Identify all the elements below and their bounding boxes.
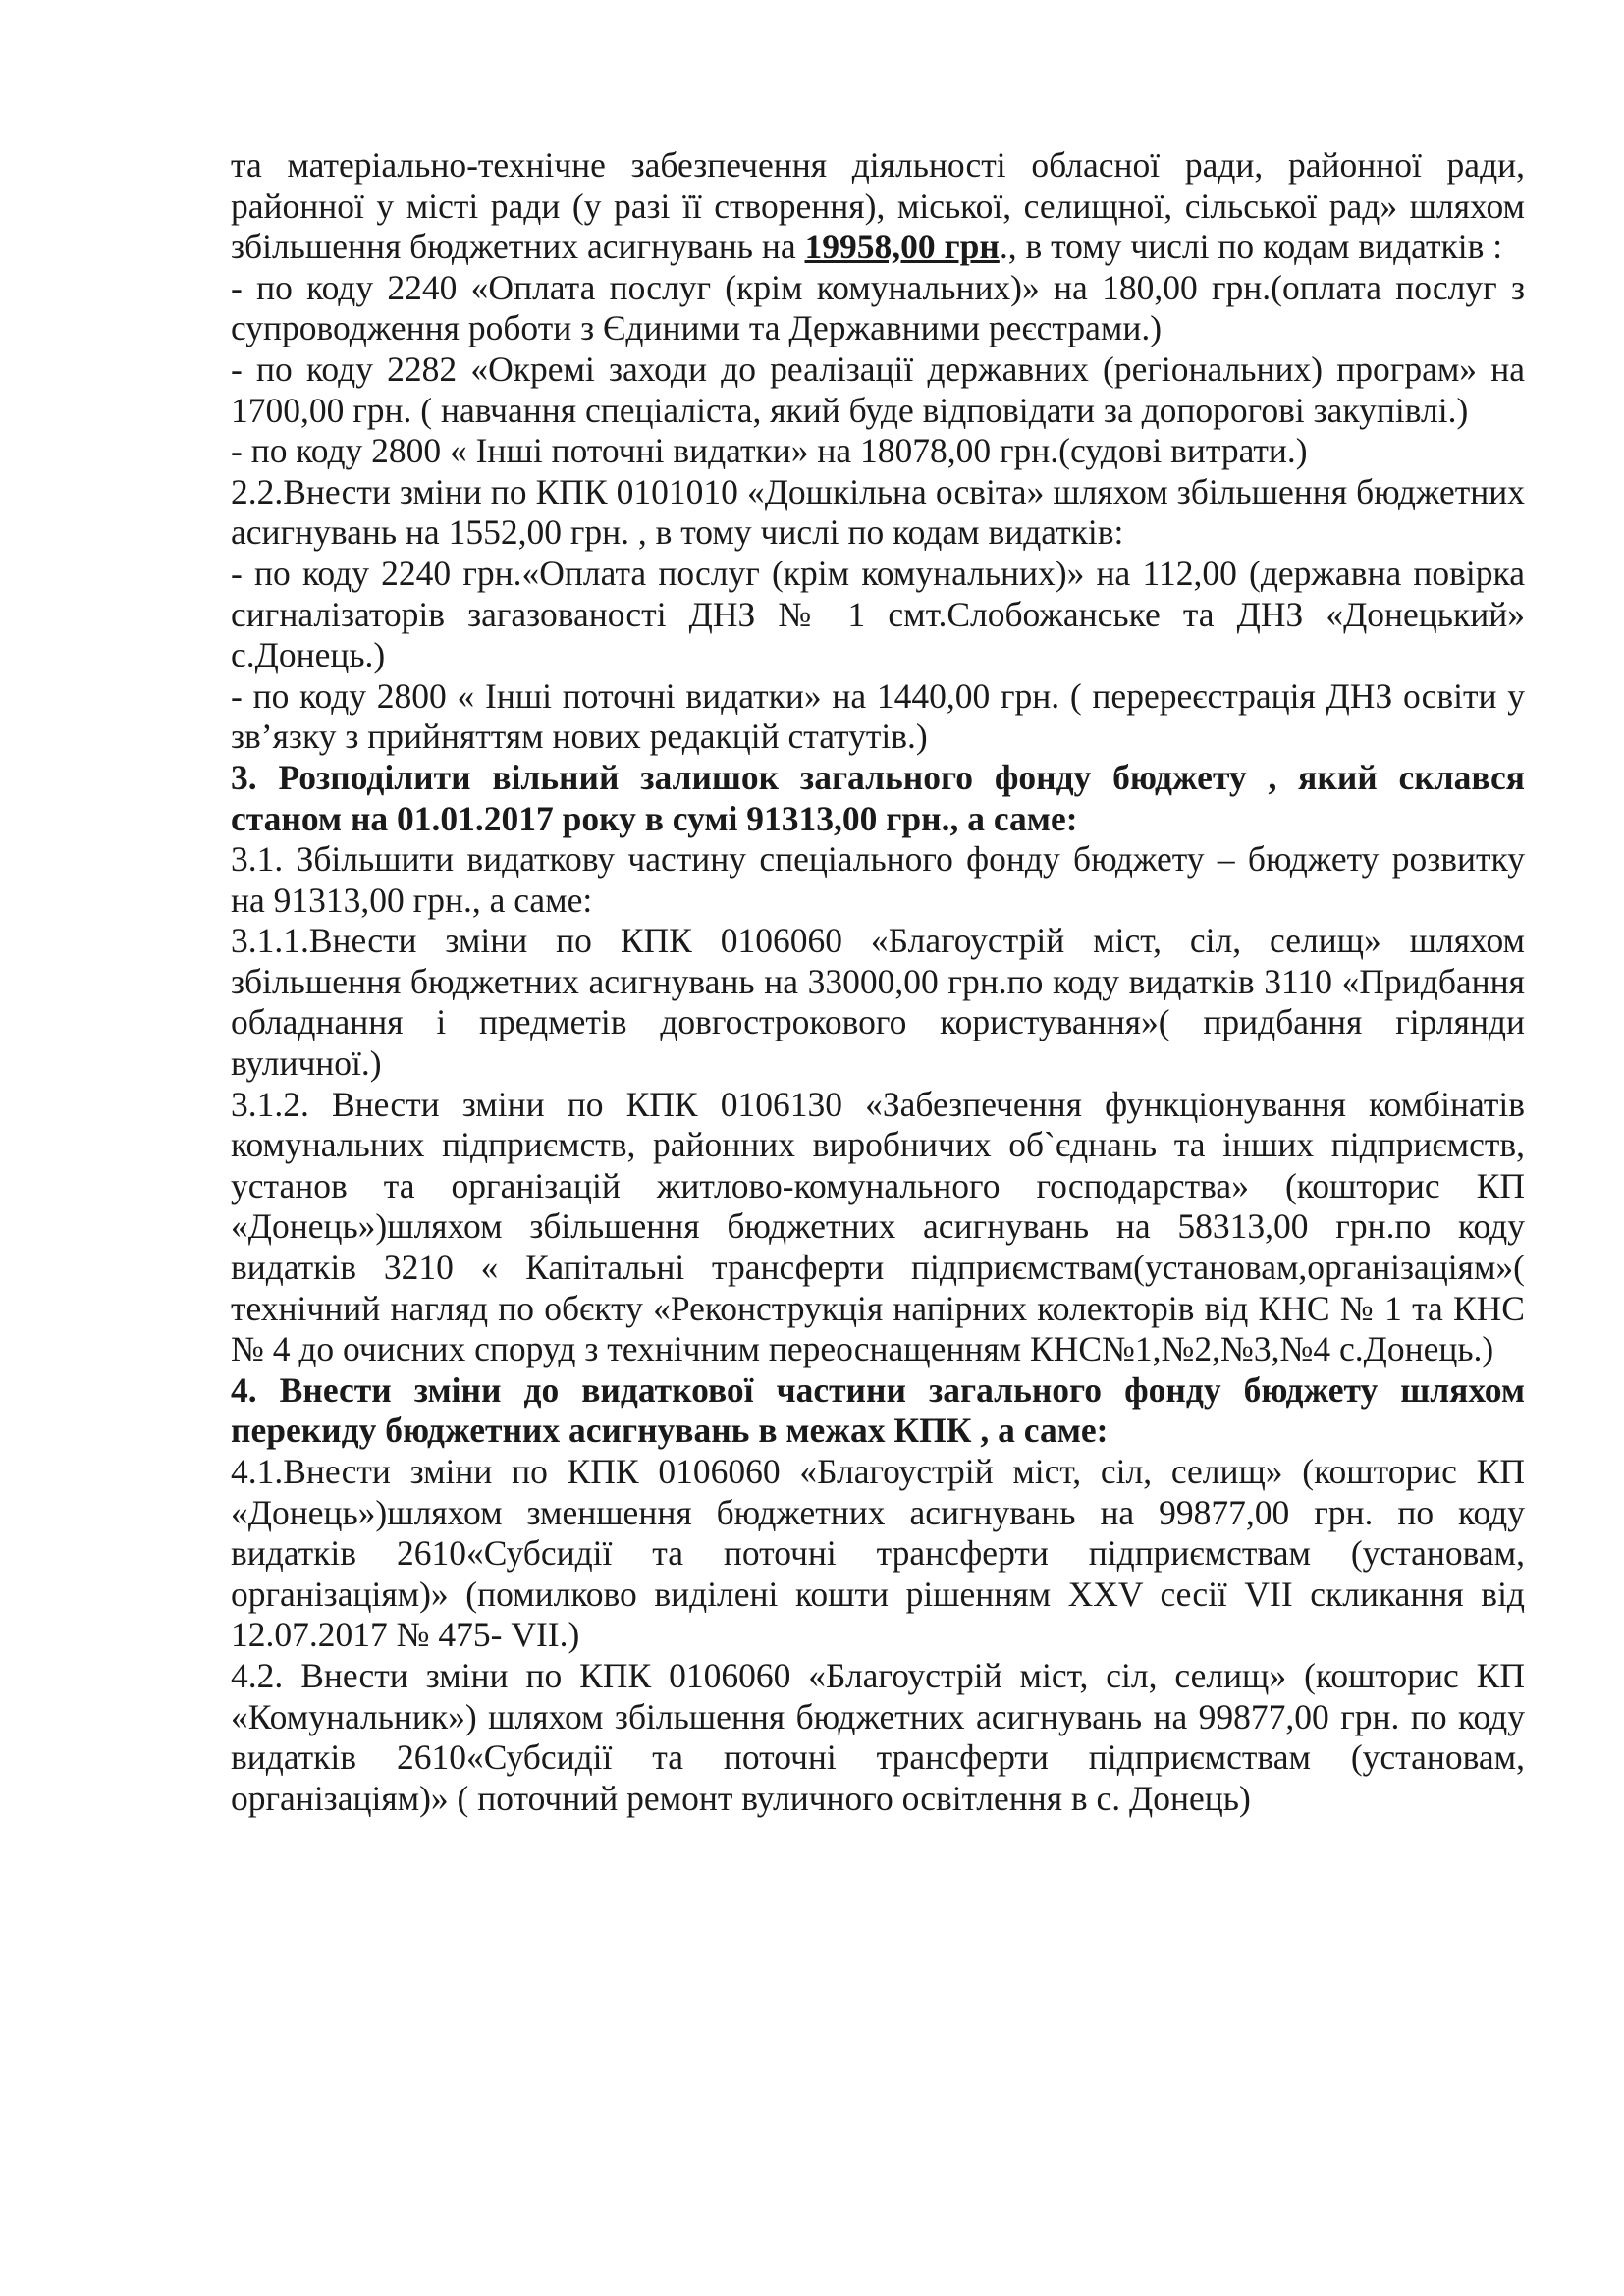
section-3-1-2: 3.1.2. Внести зміни по КПК 0106130 «Забезпечення функціонування комбінатів комунальних підприємств, районних виробничих об`єднань та інших підприємств, установ та організацій житлово-комунального господарства» (кошторис КП «Донець»)шляхом збільшення бюджетних асигнувань на 58313,00 грн.по коду видатків 3210 « Капітальні трансферти підприємствам(установам,організаціям»( технічний нагляд по обєкту «Реконструкція напірних колекторів від КНС № 1 та КНС № 4 до очисних споруд з технічним переоснащенням КНС№1,№2,№3,№4 с.Донець.) [231, 1084, 1525, 1369]
paragraph-intro-tail: ., в тому числі по кодам видатків : [999, 227, 1503, 267]
document-page [231, 145, 1525, 1819]
section-4-1: 4.1.Внести зміни по КПК 0106060 «Благоустрій міст, сіл, селищ» (кошторис КП «Донець»)шляхом зменшення бюджетних асигнувань на 99877,00 грн. по коду видатків 2610«Субсидії та поточні трансферти підприємствам (установам, організаціям)» (помилково виділені кошти рішенням XXV сесії VII скликання від 12.07.2017 № 475- VII.) [231, 1452, 1525, 1655]
section-4-heading: 4. Внести зміни до видаткової частини загального фонду бюджету шляхом перекиду бюджетних асигнувань в межах КПК , а саме: [231, 1369, 1525, 1451]
section-3-1-1: 3.1.1.Внести зміни по КПК 0106060 «Благоустрій міст, сіл, селищ» шляхом збільшення бюджетних асигнувань на 33000,00 грн.по коду видатків 3110 «Придбання обладнання і предметів довгострокового користування»( придбання гірлянди вуличної.) [231, 921, 1525, 1084]
item-code-2800: - по коду 2800 « Інші поточні видатки» на 18078,00 грн.(судові витрати.) [231, 431, 1308, 471]
amount-highlight: 19958,00 грн [804, 227, 1000, 267]
paragraph-intro [231, 145, 1525, 268]
item-2-2-code-2800: - по коду 2800 « Інші поточні видатки» на 1440,00 грн. ( перереєстрація ДНЗ освіти у зв’язку з прийняттям нових редакцій статутів.) [231, 675, 1525, 757]
item-2-2-code-2240: - по коду 2240 грн.«Оплата послуг (крім комунальних)» на 112,00 (державна повірка сигналізаторів загазованості ДНЗ № 1 смт.Слобожанське та ДНЗ «Донецький» с.Донець.) [231, 553, 1525, 675]
section-4-2: 4.2. Внести зміни по КПК 0106060 «Благоустрій міст, сіл, селищ» (кошторис КП «Комунальник») шляхом збільшення бюджетних асигнувань на 99877,00 грн. по коду видатків 2610«Субсидії та поточні трансферти підприємствам (установам, організаціям)» ( поточний ремонт вуличного освітлення в с. Донець) [231, 1655, 1525, 1818]
paragraph-intro-text: та матеріально-технічне забезпечення діяльності обласної ради, районної ради, районної у місті ради (у разі її створення), міської, селищної, сільської рад» шляхом збільшення бюджетних асигнувань на [231, 145, 1525, 267]
item-code-2282: - по коду 2282 «Окремі заходи до реалізації державних (регіональних) програм» на 1700,00 грн. ( навчання спеціаліста, який буде відповідати за допорогові закупівлі.) [231, 348, 1525, 430]
section-2-2: 2.2.Внести зміни по КПК 0101010 «Дошкільна освіта» шляхом збільшення бюджетних асигнувань на 1552,00 грн. , в тому числі по кодам видатків: [231, 471, 1525, 553]
section-3-heading: 3. Розподілити вільний залишок загального фонду бюджету , який склався станом на 01.01.2017 року в сумі 91313,00 грн., а саме: [231, 757, 1525, 838]
item-code-2240: - по коду 2240 «Оплата послуг (крім комунальних)» на 180,00 грн.(оплата послуг з супроводження роботи з Єдиними та Державними реєстрами.) [231, 267, 1525, 348]
section-3-1: 3.1. Збільшити видаткову частину спеціального фонду бюджету – бюджету розвитку на 91313,00 грн., а саме: [231, 839, 1525, 920]
